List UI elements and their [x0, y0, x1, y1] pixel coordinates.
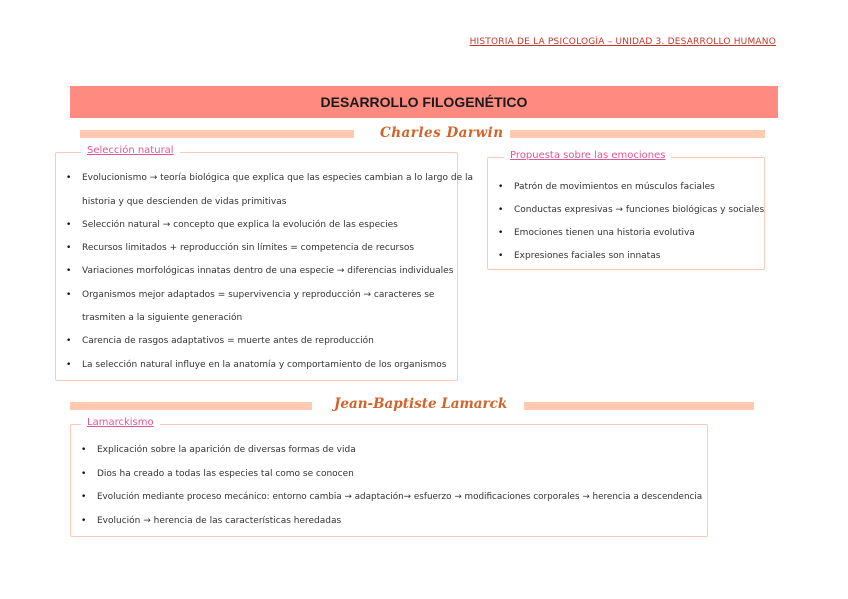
- bullet-icon: •: [498, 182, 504, 192]
- list-item: • Evolución mediante proceso mecánico: entorno cambia → adaptación→ esfuerzo → modificaciones corporales → herencia a descendencia: [81, 492, 703, 502]
- heading-band-left: [70, 402, 312, 410]
- bullet-icon: •: [498, 228, 504, 238]
- bullet-icon: •: [66, 360, 72, 370]
- bullet-icon: •: [498, 251, 504, 261]
- bullet-icon: •: [81, 492, 87, 502]
- heading-band-right: [524, 402, 754, 410]
- emociones-label: Propuesta sobre las emociones: [504, 150, 671, 161]
- list-item: • Selección natural → concepto que explica la evolución de las especies: [66, 220, 398, 230]
- bullet-icon: •: [66, 220, 72, 230]
- list-item: • Carencia de rasgos adaptativos = muerte antes de reproducción: [66, 336, 374, 346]
- list-item: • Organismos mejor adaptados = supervivencia y reproducción → caracteres se: [66, 290, 435, 300]
- bullet-icon: •: [66, 290, 72, 300]
- lamarckismo-list: [81, 445, 703, 539]
- list-item: • Evolucionismo → teoría biológica que explica que las especies cambian a lo largo de la: [66, 173, 474, 183]
- lamarck-heading: Jean-Baptiste Lamarck: [334, 396, 508, 412]
- bullet-icon: •: [66, 266, 72, 276]
- darwin-heading: Charles Darwin: [380, 125, 504, 141]
- bullet-icon: •: [81, 469, 87, 479]
- list-item: • Emociones tienen una historia evolutiva: [498, 228, 695, 238]
- list-item-continuation: trasmiten a la siguiente generación: [82, 313, 243, 323]
- heading-band-right: [510, 130, 765, 138]
- list-item: • Patrón de movimientos en músculos faciales: [498, 182, 715, 192]
- list-item: • Evolución → herencia de las características heredadas: [81, 516, 342, 526]
- lamarckismo-box: [70, 417, 708, 537]
- list-item: • Recursos limitados + reproducción sin límites = competencia de recursos: [66, 243, 415, 253]
- emociones-box: [487, 150, 765, 270]
- list-item: • Conductas expresivas → funciones biológicas y sociales: [498, 205, 765, 215]
- document-header: HISTORIA DE LA PSICOLOGÍA – UNIDAD 3. DESARROLLO HUMANO: [469, 37, 776, 47]
- bullet-icon: •: [81, 445, 87, 455]
- seleccion-natural-label: Selección natural: [81, 145, 180, 156]
- page-title: DESARROLLO FILOGENÉTICO: [320, 94, 528, 110]
- heading-band-left: [80, 130, 354, 138]
- list-item: • La selección natural influye en la anatomía y comportamiento de los organismos: [66, 360, 447, 370]
- seleccion-natural-box: [55, 145, 474, 381]
- emociones-list: [498, 182, 765, 274]
- title-bar: [70, 86, 778, 118]
- bullet-icon: •: [66, 336, 72, 346]
- list-item: • Dios ha creado a todas las especies tal como se conocen: [81, 469, 354, 479]
- list-item: • Explicación sobre la aparición de diversas formas de vida: [81, 445, 356, 455]
- bullet-icon: •: [66, 173, 72, 183]
- bullet-icon: •: [498, 205, 504, 215]
- bullet-icon: •: [66, 243, 72, 253]
- list-item: • Expresiones faciales son innatas: [498, 251, 661, 261]
- list-item-continuation: historia y que descienden de vidas primitivas: [82, 197, 287, 207]
- lamarckismo-label: Lamarckismo: [81, 417, 160, 428]
- list-item: • Variaciones morfológicas innatas dentro de una especie → diferencias individuales: [66, 266, 454, 276]
- bullet-icon: •: [81, 516, 87, 526]
- seleccion-natural-list: [66, 173, 474, 383]
